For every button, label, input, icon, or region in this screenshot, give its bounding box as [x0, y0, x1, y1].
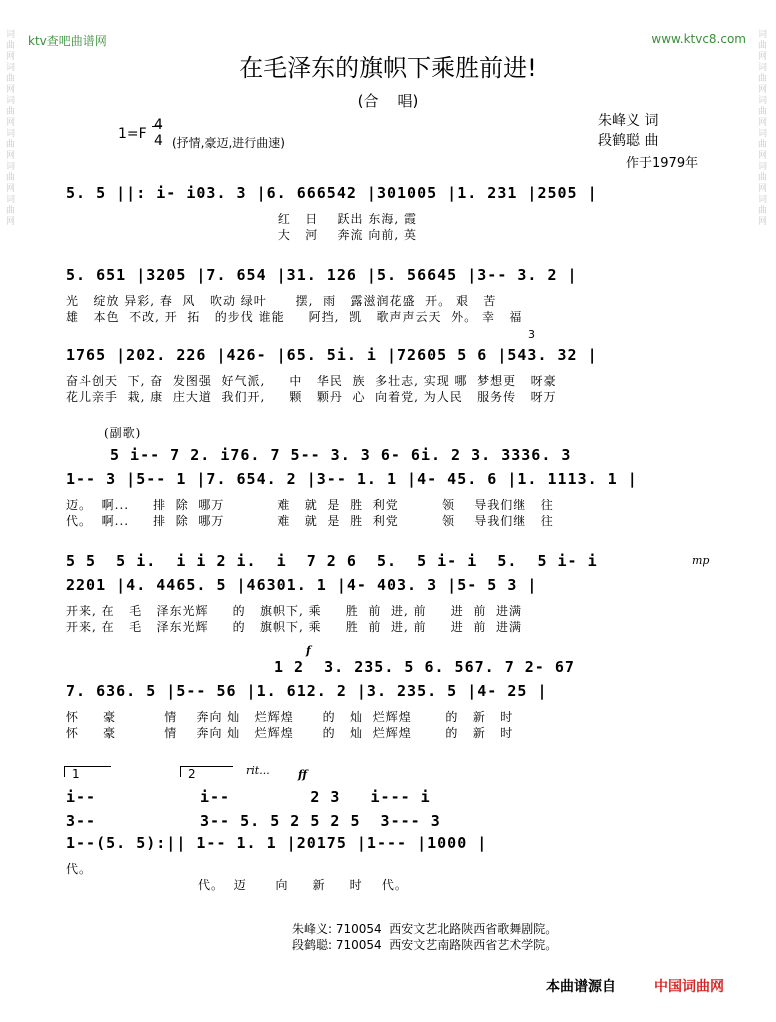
- score-line-7-upper-1a: i--: [66, 788, 97, 806]
- left-watermark: 词曲网词曲网词曲网词曲网词曲网词曲网: [6, 30, 16, 227]
- score-line-1-notes: 5. 5 ||: i- i03. 3 |6. 666542 |301005 |1. 231 |2505 |: [66, 184, 598, 202]
- score-line-7-lyric-a: 代。: [66, 862, 93, 876]
- time-signature-bottom: 4: [154, 133, 163, 149]
- score-line-7-notes: 1--(5. 5):|| 1-- 1. 1 |20175 |1--- |1000 |: [66, 834, 488, 852]
- score-line-3-lyric-1: 奋斗创天 下, 奋 发图强 好气派, 中 华民 族 多壮志, 实现 哪 梦想更 呀豪: [66, 374, 557, 388]
- score-line-4-lyric-1: 迈。 啊... 排 除 哪万 难 就 是 胜 利党 领 导我们继 往: [66, 498, 554, 512]
- dynamic-f: f: [306, 644, 311, 657]
- score-line-7-upper-1b: i-- 2 3 i--- i: [200, 788, 431, 806]
- contact-address-2: 段鹤聪: 710054 西安文艺南路陕西省艺术学院。: [292, 938, 558, 952]
- score-line-6-lyric-2: 怀 豪 情 奔向 灿 烂辉煌 的 灿 烂辉煌 的 新 时: [66, 726, 514, 740]
- score-line-6-upper-notes: 1 2 3. 235. 5 6. 567. 7 2- 67: [274, 658, 575, 676]
- tempo-marking: (抒情,豪迈,进行曲速): [172, 136, 285, 150]
- score-line-4-notes: 1-- 3 |5-- 1 |7. 654. 2 |3-- 1. 1 |4- 45. 6 |1. 1113. 1 |: [66, 470, 638, 488]
- year-credit: 作于1979年: [626, 156, 699, 171]
- contact-address-1: 朱峰义: 710054 西安文艺北路陕西省歌舞剧院。: [292, 922, 558, 936]
- score-line-2-lyric-1: 光 绽放 异彩, 春 风 吹动 绿叶 摆, 雨 露滋润花盛 开。 艰 苦: [66, 294, 497, 308]
- score-line-7-upper-2b: 3-- 5. 5 2 5 2 5 3--- 3: [200, 812, 441, 830]
- score-line-5-upper-notes: 5 5 5 i. i i 2 i. i 7 2 6 5. 5 i- i 5. 5 i- i: [66, 552, 598, 570]
- time-signature-divider: [152, 126, 162, 127]
- chorus-section-label: (副歌): [104, 426, 142, 440]
- score-line-7-upper-2a: 3--: [66, 812, 97, 830]
- score-line-1-lyric-1: 红 日 跃出 东海, 霞: [66, 212, 417, 226]
- score-line-5-notes: 2201 |4. 4465. 5 |46301. 1 |4- 403. 3 |5- 5 3 |: [66, 576, 538, 594]
- triplet-mark: 3: [528, 328, 535, 341]
- composer-credit: 段鹤聪 曲: [598, 133, 659, 149]
- ending-1-label: 1: [72, 767, 80, 781]
- site-url-right: www.ktvc8.com: [651, 32, 746, 46]
- lyricist-credit: 朱峰义 词: [598, 113, 659, 129]
- time-signature-top: 4: [154, 117, 163, 133]
- song-title: 在毛泽东的旗帜下乘胜前进!: [239, 54, 537, 82]
- ritardando-mark: rit...: [246, 764, 270, 777]
- score-line-2-lyric-2: 雄 本色 不改, 开 拓 的步伐 谁能 阿挡, 凯 歌声声云天 外。 幸 福: [66, 310, 523, 324]
- score-line-7-lyric-b: 代。 迈 向 新 时 代。: [198, 878, 408, 892]
- key-signature: 1=F: [118, 126, 147, 142]
- source-label: 本曲谱源自: [546, 979, 616, 995]
- dynamic-mp: mp: [692, 554, 710, 567]
- site-name-left: ktv查吧曲谱网: [28, 34, 107, 48]
- score-line-4-lyric-2: 代。 啊... 排 除 哪万 难 就 是 胜 利党 领 导我们继 往: [66, 514, 554, 528]
- score-line-5-lyric-2: 开来, 在 毛 泽东光辉 的 旗帜下, 乘 胜 前 进, 前 进 前 进满: [66, 620, 522, 634]
- song-subtitle: (合 唱): [357, 92, 419, 110]
- score-line-3-lyric-2: 花儿亲手 栽, 康 庄大道 我们开, 颗 颗丹 心 向着党, 为人民 服务传 呀万: [66, 390, 557, 404]
- score-line-2-notes: 5. 651 |3205 |7. 654 |31. 126 |5. 56645 |3-- 3. 2 |: [66, 266, 578, 284]
- ending-2-label: 2: [188, 767, 196, 781]
- score-line-6-lyric-1: 怀 豪 情 奔向 灿 烂辉煌 的 灿 烂辉煌 的 新 时: [66, 710, 514, 724]
- score-line-1-lyric-2: 大 河 奔流 向前, 英: [66, 228, 417, 242]
- dynamic-ff: ff: [298, 768, 308, 781]
- score-line-6-notes: 7. 636. 5 |5-- 56 |1. 612. 2 |3. 235. 5 |4- 25 |: [66, 682, 548, 700]
- right-watermark: 词曲网词曲网词曲网词曲网词曲网词曲网: [758, 30, 768, 227]
- score-line-5-lyric-1: 开来, 在 毛 泽东光辉 的 旗帜下, 乘 胜 前 进, 前 进 前 进满: [66, 604, 522, 618]
- source-site-link[interactable]: 中国词曲网: [654, 979, 724, 995]
- score-line-3-notes: 1765 |202. 226 |426- |65. 5i. i |72605 5 6 |543. 32 |: [66, 346, 598, 364]
- score-line-4-upper-notes: 5 i-- 7 2. i76. 7 5-- 3. 3 6- 6i. 2 3. 3336. 3: [110, 446, 572, 464]
